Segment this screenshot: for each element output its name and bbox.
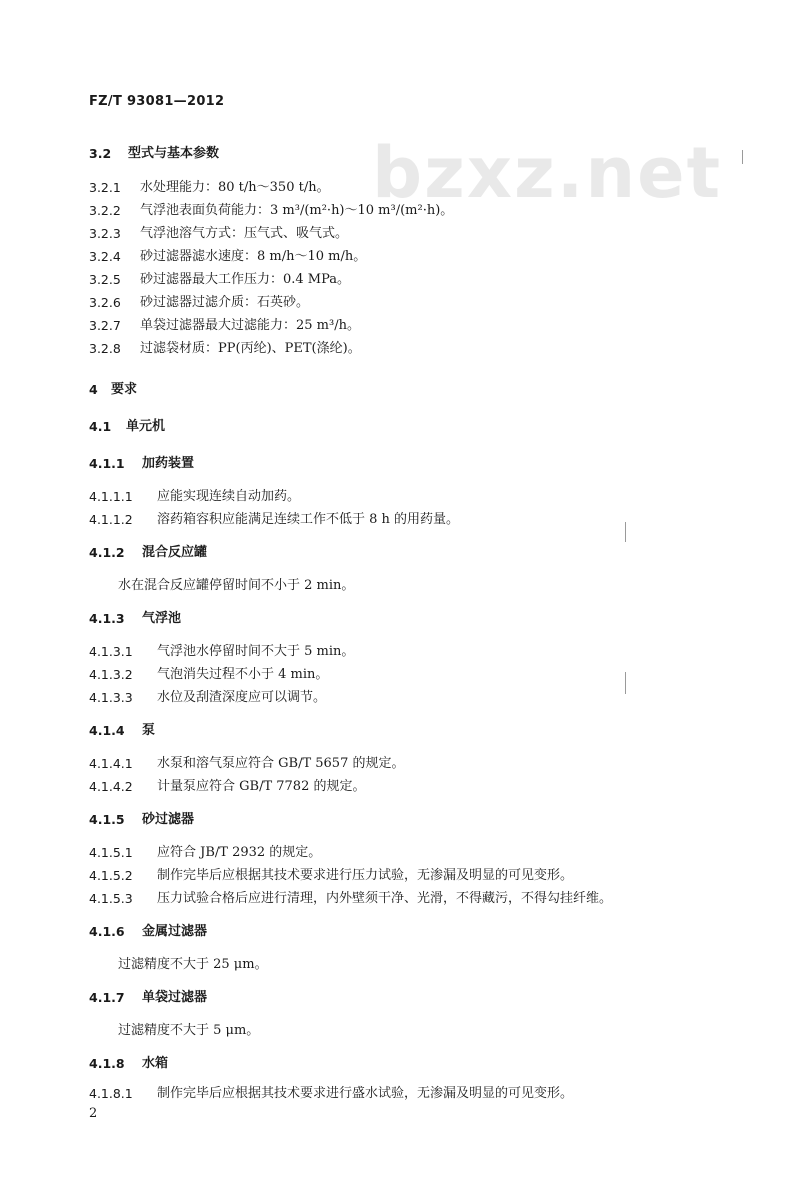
scan-artifact-line	[625, 522, 626, 542]
clause-number: 4.1.3.1	[89, 644, 133, 659]
clause-number: 4.1.5.1	[89, 845, 133, 860]
clause-number: 3.2.7	[89, 318, 121, 333]
subsection-number: 4.1.5	[89, 812, 125, 827]
subsection-number: 4.1.3	[89, 611, 125, 626]
clause-text: 水泵和溶气泵应符合 GB/T 5657 的规定。	[157, 756, 405, 771]
clause-text: 气泡消失过程不小于 4 min。	[157, 667, 329, 682]
chapter-number: 4	[89, 382, 98, 397]
subsection-number: 4.1.7	[89, 990, 125, 1005]
clause-number: 3.2.8	[89, 341, 121, 356]
clause-text: 应符合 JB/T 2932 的规定。	[157, 845, 322, 860]
clause-number: 3.2.6	[89, 295, 121, 310]
clause-text: 溶药箱容积应能满足连续工作不低于 8 h 的用药量。	[157, 512, 460, 527]
clause-text: 气浮池表面负荷能力：3 m³/(m²·h)～10 m³/(m²·h)。	[140, 203, 454, 218]
section-number: 3.2	[89, 146, 112, 161]
subsection-number: 4.1.1	[89, 456, 125, 471]
clause-number: 4.1.4.2	[89, 779, 133, 794]
section-title: 单元机	[126, 419, 166, 434]
page-number: 2	[89, 1106, 98, 1121]
section-title: 型式与基本参数	[128, 146, 220, 161]
clause-text: 制作完毕后应根据其技术要求进行压力试验，无渗漏及明显的可见变形。	[157, 868, 574, 883]
scan-artifact-line	[742, 150, 743, 164]
clause-text: 砂过滤器过滤介质：石英砂。	[140, 295, 310, 310]
clause-number: 4.1.5.2	[89, 868, 133, 883]
clause-text: 单袋过滤器最大过滤能力：25 m³/h。	[140, 318, 360, 333]
paragraph-text: 过滤精度不大于 25 μm。	[118, 957, 268, 972]
clause-text: 应能实现连续自动加药。	[157, 489, 301, 504]
subsection-title: 泵	[142, 723, 156, 738]
clause-number: 3.2.5	[89, 272, 121, 287]
clause-text: 气浮池水停留时间不大于 5 min。	[157, 644, 355, 659]
subsection-title: 加药装置	[142, 456, 195, 471]
subsection-title: 金属过滤器	[142, 924, 208, 939]
subsection-title: 砂过滤器	[142, 812, 195, 827]
clause-text: 砂过滤器滤水速度：8 m/h～10 m/h。	[140, 249, 367, 264]
clause-text: 砂过滤器最大工作压力：0.4 MPa。	[140, 272, 351, 287]
clause-number: 3.2.3	[89, 226, 121, 241]
clause-text: 计量泵应符合 GB/T 7782 的规定。	[157, 779, 366, 794]
subsection-title: 气浮池	[142, 611, 182, 626]
watermark: bzxz.net	[372, 132, 723, 214]
subsection-number: 4.1.6	[89, 924, 125, 939]
subsection-number: 4.1.4	[89, 723, 125, 738]
subsection-title: 水箱	[142, 1056, 169, 1071]
clause-number: 4.1.4.1	[89, 756, 133, 771]
clause-number: 4.1.3.3	[89, 690, 133, 705]
clause-text: 气浮池溶气方式：压气式、吸气式。	[140, 226, 349, 241]
subsection-title: 单袋过滤器	[142, 990, 208, 1005]
clause-text: 水位及刮渣深度应可以调节。	[157, 690, 327, 705]
chapter-title: 要求	[111, 382, 138, 397]
clause-number: 3.2.4	[89, 249, 121, 264]
document-header: FZ/T 93081—2012	[89, 94, 225, 109]
clause-text: 制作完毕后应根据其技术要求进行盛水试验，无渗漏及明显的可见变形。	[157, 1086, 574, 1101]
section-number: 4.1	[89, 419, 112, 434]
paragraph-text: 过滤精度不大于 5 μm。	[118, 1023, 260, 1038]
clause-number: 4.1.8.1	[89, 1086, 133, 1101]
scan-artifact-line	[625, 672, 626, 694]
clause-number: 3.2.1	[89, 180, 121, 195]
clause-number: 4.1.1.1	[89, 489, 133, 504]
clause-text: 过滤袋材质：PP(丙纶)、PET(涤纶)。	[140, 341, 361, 356]
clause-text: 压力试验合格后应进行清理，内外壁须干净、光滑，不得藏污，不得勾挂纤维。	[157, 891, 613, 906]
subsection-title: 混合反应罐	[142, 545, 208, 560]
subsection-number: 4.1.2	[89, 545, 125, 560]
paragraph-text: 水在混合反应罐停留时间不小于 2 min。	[118, 578, 355, 593]
clause-number: 4.1.1.2	[89, 512, 133, 527]
clause-text: 水处理能力：80 t/h～350 t/h。	[140, 180, 330, 195]
clause-number: 4.1.3.2	[89, 667, 133, 682]
subsection-number: 4.1.8	[89, 1056, 125, 1071]
clause-number: 3.2.2	[89, 203, 121, 218]
clause-number: 4.1.5.3	[89, 891, 133, 906]
